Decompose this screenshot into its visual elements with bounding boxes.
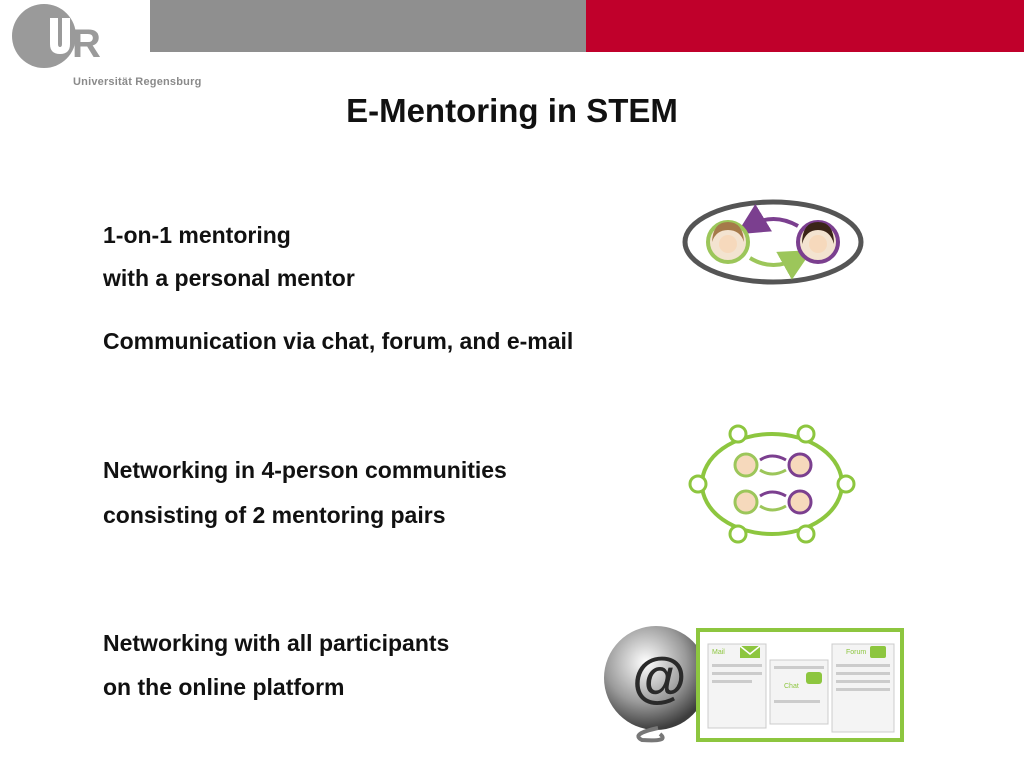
svg-text:Forum: Forum [846, 649, 867, 656]
item1-line1: 1-on-1 mentoring [103, 222, 291, 248]
community-topic-icon [730, 426, 746, 442]
university-logo [10, 2, 110, 74]
svg-text:Mail: Mail [712, 649, 725, 656]
mentee-avatar-icon [708, 222, 748, 262]
chat-screenshot [770, 660, 828, 724]
svg-text:@: @ [632, 645, 687, 708]
forum-screenshot [832, 644, 894, 732]
settings-icon [798, 426, 814, 442]
pair1-mentee-icon [735, 454, 757, 476]
mail-screenshot [708, 644, 766, 728]
mentor-avatar-icon [798, 222, 838, 262]
svg-text:Chat: Chat [784, 683, 799, 690]
tree-icon [730, 526, 746, 542]
tools-icon [838, 476, 854, 492]
pair2-mentor-icon [789, 491, 811, 513]
item2-line1: Networking in 4-person communities [103, 457, 507, 483]
pair2-mentee-icon [735, 491, 757, 513]
item3-line1: Networking with all participants [103, 630, 450, 656]
university-name: Universität Regensburg [73, 76, 202, 88]
item1-line3: Communication via chat, forum, and e-mail [103, 328, 574, 354]
item2-line2: consisting of 2 mentoring pairs [103, 502, 446, 528]
item3-line2: on the online platform [103, 674, 345, 700]
forum-icon [870, 646, 886, 658]
online-platform-illustration [600, 616, 906, 744]
header-gray-bar [150, 0, 586, 52]
mentoring-icon [690, 476, 706, 492]
logo-r-letter: R [72, 22, 101, 66]
mentoring-pair-illustration [680, 198, 866, 286]
pair1-mentor-icon [789, 454, 811, 476]
item1-line2: with a personal mentor [103, 265, 355, 291]
mouse-icon [798, 526, 814, 542]
header-red-bar [586, 0, 1024, 52]
community-illustration [686, 422, 858, 546]
chat-bubble-icon [806, 672, 822, 684]
slide-title: E-Mentoring in STEM [346, 92, 678, 129]
